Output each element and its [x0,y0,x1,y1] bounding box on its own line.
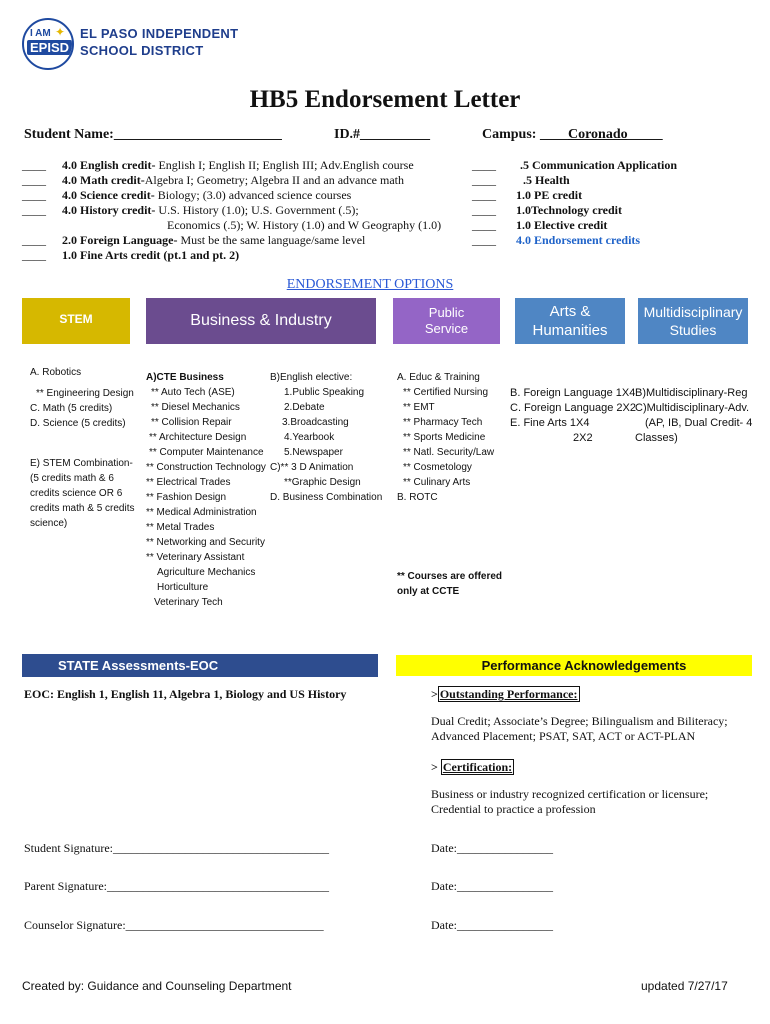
business-option: ** Metal Trades [146,522,215,533]
band-public-service [393,298,500,344]
credit-blank[interactable]: ____ [22,248,46,262]
student-id-field[interactable]: ID.#__________ [334,127,431,142]
logo-text-top: I AM [30,28,51,39]
business-option: C)** 3 D Animation [270,462,354,473]
credit-text: U.S. History (1.0); U.S. Government (.5); [155,203,359,217]
credit-blank[interactable]: ____ [472,188,496,202]
credit-row [472,203,677,218]
credit-blank[interactable]: ____ [472,218,496,232]
public-option: ** Sports Medicine [403,432,486,443]
multi-option: B)Multidisciplinary-Reg [635,387,748,399]
band-arts-humanities [515,298,625,344]
business-option: B)English elective: [270,372,353,383]
business-option: ** Auto Tech (ASE) [151,387,235,398]
credit-blank[interactable]: ____ [472,158,496,172]
stem-option-e4: science) [30,518,68,529]
credit-bold: 2.0 Foreign Language- [62,233,178,247]
multi-option: (AP, IB, Dual Credit- 4 [645,417,753,429]
credits-right-list [472,158,677,248]
credit-row [472,188,677,203]
band-arts-label-2: Humanities [532,322,608,339]
multi-options [635,386,752,446]
endorsement-credits-text: 4.0 Endorsement credits [516,233,641,247]
band-multi-label-1: Multidisciplinary [643,304,743,320]
state-assessments-box [22,654,378,677]
outstanding-performance-section [431,687,728,817]
stem-options [30,365,134,531]
public-option: A. Educ & Training [397,372,480,383]
outstanding-label: Outstanding Performance: [439,687,578,701]
public-option: ** Pharmacy Tech [403,417,483,428]
credit-blank[interactable]: ____ [472,233,496,247]
credit-bold: 4.0 History credit- [62,203,156,217]
credit-text: .5 Health [523,173,570,187]
credit-blank[interactable]: ____ [22,203,46,217]
credit-row [22,188,441,203]
credit-row [472,173,677,188]
business-option: ** Electrical Trades [146,477,231,488]
parent-date-field[interactable]: Date:________________ [431,879,553,893]
credit-blank[interactable]: ____ [472,203,496,217]
stem-option-e3: credits math & 5 credits [30,503,135,514]
campus-field[interactable] [482,127,663,143]
logo-text-main: EPISD [27,40,72,55]
student-date-field[interactable]: Date:________________ [431,841,553,855]
credit-blank[interactable]: ____ [22,188,46,202]
parent-signature-field[interactable]: Parent Signature:_____________________________________ [24,879,329,893]
business-option: D. Business Combination [270,492,383,503]
credit-text: Biology; (3.0) advanced science courses [154,188,352,202]
credit-row [22,203,441,218]
public-option: ** Natl. Security/Law [403,447,495,458]
band-business-label: Business & Industry [190,312,332,329]
arts-options [510,386,636,446]
district-name-line1: EL PASO INDEPENDENT [80,26,239,41]
business-option: Agriculture Mechanics [157,567,256,578]
district-logo [22,18,239,68]
business-option: ** Medical Administration [146,507,257,518]
credit-text: English I; English II; English III; Adv.English course [155,158,414,172]
credits-left-list [22,158,441,263]
band-business [146,298,376,344]
credit-blank[interactable]: ____ [22,158,46,172]
stem-option-a: A. Robotics [30,367,82,378]
business-option: 4.Yearbook [284,432,335,443]
outstanding-heading [431,687,728,702]
credit-row [472,218,677,233]
campus-value: Coronado [567,127,628,142]
certification-arrow: > [431,760,438,774]
credit-row [472,158,677,173]
business-option: 1.Public Speaking [284,387,365,398]
logo-star-icon: ✦ [55,25,66,39]
public-note-2: only at CCTE [397,586,460,597]
band-arts-label-1: Arts & [549,303,591,320]
business-option: ** Veterinary Assistant [146,552,245,563]
credit-row [22,248,441,263]
credit-text: 1.0 Elective credit [516,218,608,232]
student-name-field[interactable]: Student Name:________________________ [24,127,282,142]
credit-text: Economics (.5); W. History (1.0) and W Geography (1.0) [167,218,442,232]
footer-created-by: Created by: Guidance and Counseling Department [22,979,292,993]
credit-bold: 4.0 Math credit- [62,173,145,187]
certification-heading [431,760,728,775]
business-option: ** Diesel Mechanics [151,402,240,413]
business-option: ** Computer Maintenance [149,447,264,458]
counselor-date-field[interactable]: Date:________________ [431,918,553,932]
eoc-text: EOC: English 1, English 11, Algebra 1, Biology and US History [24,687,347,701]
business-option: Veterinary Tech [154,597,223,608]
public-option: ** Culinary Arts [403,477,471,488]
credit-text: 1.0 PE credit [516,188,583,202]
band-stem [22,298,130,344]
public-note-1: ** Courses are offered [397,571,503,582]
state-assessments-label: STATE Assessments-EOC [58,658,219,673]
credit-blank[interactable]: ____ [22,173,46,187]
credit-row [22,218,441,233]
outstanding-arrow: > [431,687,438,701]
credit-bold: 1.0 Fine Arts credit (pt.1 and pt. 2) [62,248,240,262]
outstanding-text-2: Advanced Placement; PSAT, SAT, ACT or ACT-PLAN [431,729,696,743]
credit-blank[interactable]: ____ [472,173,496,187]
credit-text: .5 Communication Application [520,158,678,172]
arts-option: E. Fine Arts 1X4 [510,417,590,429]
student-signature-field[interactable]: Student Signature:____________________________________ [24,841,329,855]
business-option: ** Networking and Security [146,537,265,548]
stem-option-e2: credits science OR 6 [30,488,123,499]
endorsement-options-heading: ENDORSEMENT OPTIONS [286,277,454,292]
credit-blank[interactable]: ____ [22,233,46,247]
page-title: HB5 Endorsement Letter [249,86,521,113]
campus-suffix: _____ [627,127,663,142]
certification-text-2: Credential to practice a profession [431,802,596,816]
public-option: B. ROTC [397,492,438,503]
credit-text: 1.0Technology credit [516,203,623,217]
arts-option: C. Foreign Language 2X2 [510,402,636,414]
business-option: 2.Debate [284,402,325,413]
multi-option: Classes) [635,432,678,444]
business-option: ** Fashion Design [146,492,227,503]
stem-option-d: D. Science (5 credits) [30,418,126,429]
outstanding-text-1: Dual Credit; Associate’s Degree; Bilingualism and Biliteracy; [431,714,728,728]
credit-bold: 4.0 Science credit- [62,188,155,202]
campus-prefix: Campus: ____ [482,127,568,142]
footer-updated: updated 7/27/17 [641,979,728,993]
episd-logo-icon [22,18,74,70]
public-option: ** Certified Nursing [403,387,489,398]
credit-row [472,233,677,248]
business-options-b [270,370,382,505]
performance-acknowledgements-box [396,655,752,676]
public-service-options [397,370,502,599]
band-public-label-2: Service [424,321,469,336]
band-multidisciplinary [638,298,748,344]
band-stem-label: STEM [59,312,93,326]
stem-option-e1: (5 credits math & 6 [30,473,114,484]
business-option: ** Collision Repair [151,417,232,428]
district-name-line2: SCHOOL DISTRICT [80,43,204,58]
credit-bold: 4.0 English credit- [62,158,156,172]
stem-option-a1: ** Engineering Design [36,388,134,399]
arts-option: B. Foreign Language 1X4 [510,387,636,399]
public-option: ** EMT [403,402,435,413]
counselor-signature-field[interactable]: Counselor Signature:_________________________________ [24,918,324,932]
business-option: ** Construction Technology [146,462,266,473]
arts-option: 2X2 [573,432,593,444]
certification-text-1: Business or industry recognized certification or licensure; [431,787,709,801]
stem-option-c: C. Math (5 credits) [30,403,113,414]
business-options-a [146,370,266,610]
public-option: ** Cosmetology [403,462,472,473]
performance-acknowledgements-label: Performance Acknowledgements [481,658,687,673]
credit-row [22,233,441,248]
credit-row [22,173,441,188]
business-option: A)CTE Business [146,372,224,383]
business-option: **Graphic Design [284,477,361,488]
credit-text: Algebra I; Geometry; Algebra II and an advance math [144,173,404,187]
credit-row [22,158,441,173]
stem-option-e: E) STEM Combination- [30,458,133,469]
certification-label: Certification: [442,760,513,774]
business-option: 5.Newspaper [284,447,343,458]
business-option: ** Architecture Design [149,432,247,443]
band-multi-label-2: Studies [669,322,717,338]
business-option: 3.Broadcasting [282,417,349,428]
business-option: Horticulture [157,582,209,593]
band-public-label-1: Public [428,305,465,320]
credit-text: Must be the same language/same level [177,233,366,247]
multi-option: C)Multidisciplinary-Adv. [635,402,750,414]
